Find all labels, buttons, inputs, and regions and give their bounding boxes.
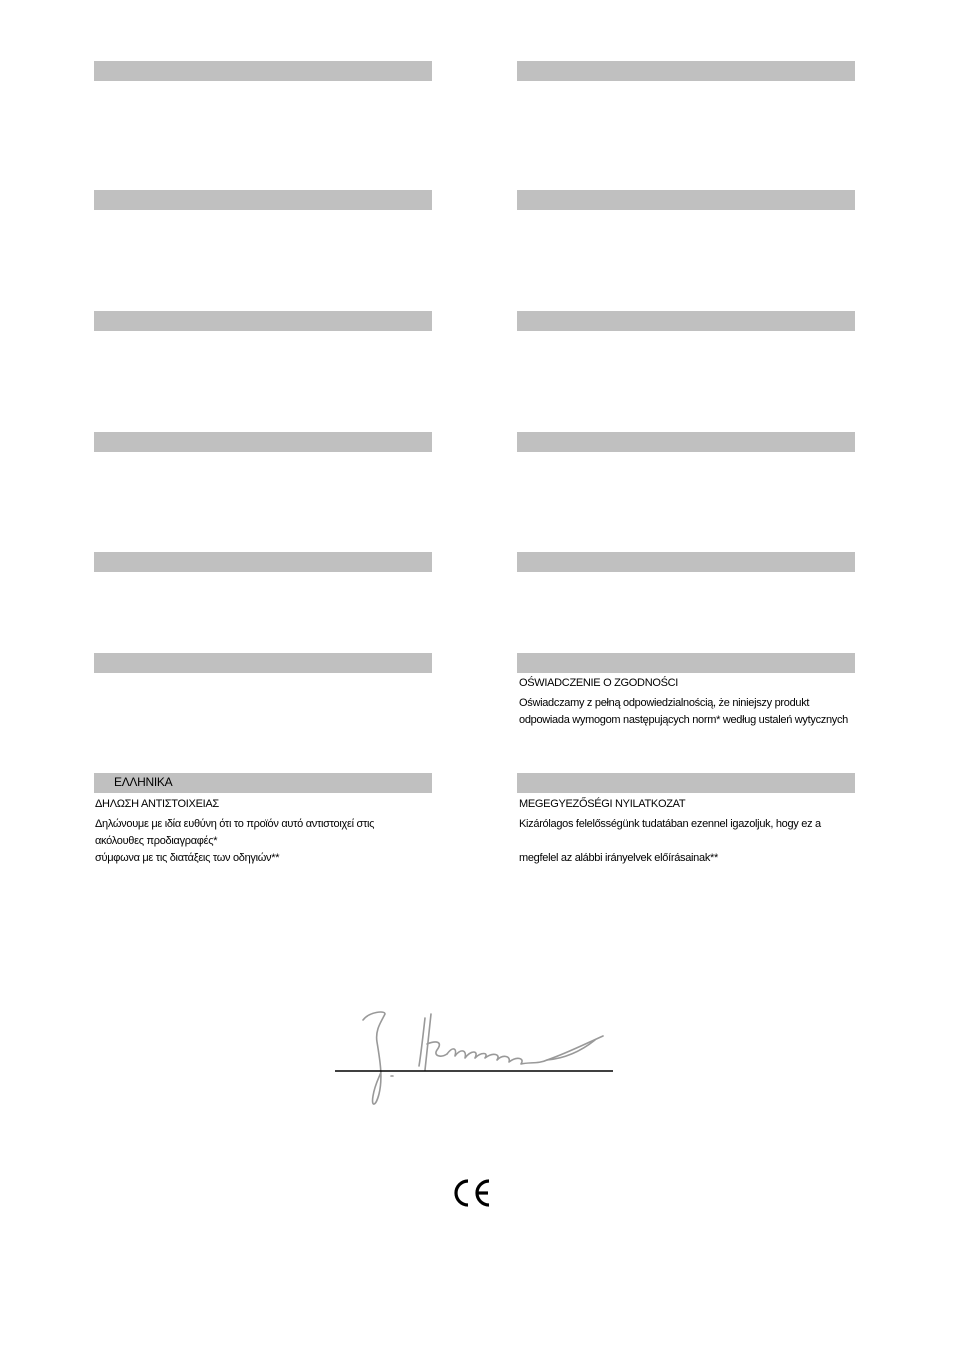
hungarian-line-2: megfelel az alábbi irányelvek előírásainak** xyxy=(519,852,718,864)
ce-mark xyxy=(450,1178,492,1208)
greek-line-2: ακόλουθες προδιαγραφές* xyxy=(95,835,218,847)
section-header-bar xyxy=(517,552,855,572)
section-header-bar xyxy=(517,311,855,331)
signature-image xyxy=(333,1008,615,1114)
polish-line-2: odpowiada wymogom następujących norm* według ustaleń wytycznych xyxy=(519,714,849,726)
hungarian-header-bar xyxy=(517,773,855,793)
ce-mark-icon xyxy=(450,1178,492,1208)
polish-line-1: Oświadczamy z pełną odpowiedzialnością, że niniejszy produkt xyxy=(519,697,810,709)
section-header-bar xyxy=(94,432,432,452)
signature-strokes xyxy=(363,1012,603,1104)
section-header-bar xyxy=(94,552,432,572)
section-header-bar xyxy=(517,61,855,81)
greek-title: ΔΗΛΩΣΗ ΑΝΤΙΣΤΟΙΧΕΙΑΣ xyxy=(95,798,219,810)
section-header-bar xyxy=(517,432,855,452)
greek-line-1: Δηλώνουμε με ιδία ευθύνη ότι το προϊόν αυτό αντιστοιχεί στις xyxy=(95,818,375,830)
greek-header-bar xyxy=(94,773,432,793)
greek-line-3: σύμφωνα με τις διατάξεις των οδηγιών** xyxy=(95,852,280,864)
polish-title: OŚWIADCZENIE O ZGODNOŚCI xyxy=(519,677,679,689)
signature-block xyxy=(333,1008,615,1114)
hungarian-line-1: Kizárólagos felelősségünk tudatában ezennel igazoljuk, hogy ez a xyxy=(519,818,821,830)
section-header-bar xyxy=(94,311,432,331)
polish-header-bar xyxy=(517,653,855,673)
section-header-bar xyxy=(94,190,432,210)
section-header-bar xyxy=(94,61,432,81)
section-header-bar xyxy=(517,190,855,210)
section-header-bar xyxy=(94,653,432,673)
greek-header-label: ΕΛΛΗΝΙΚΑ xyxy=(114,775,173,789)
hungarian-title: MEGEGYEZŐSÉGI NYILATKOZAT xyxy=(519,798,686,810)
